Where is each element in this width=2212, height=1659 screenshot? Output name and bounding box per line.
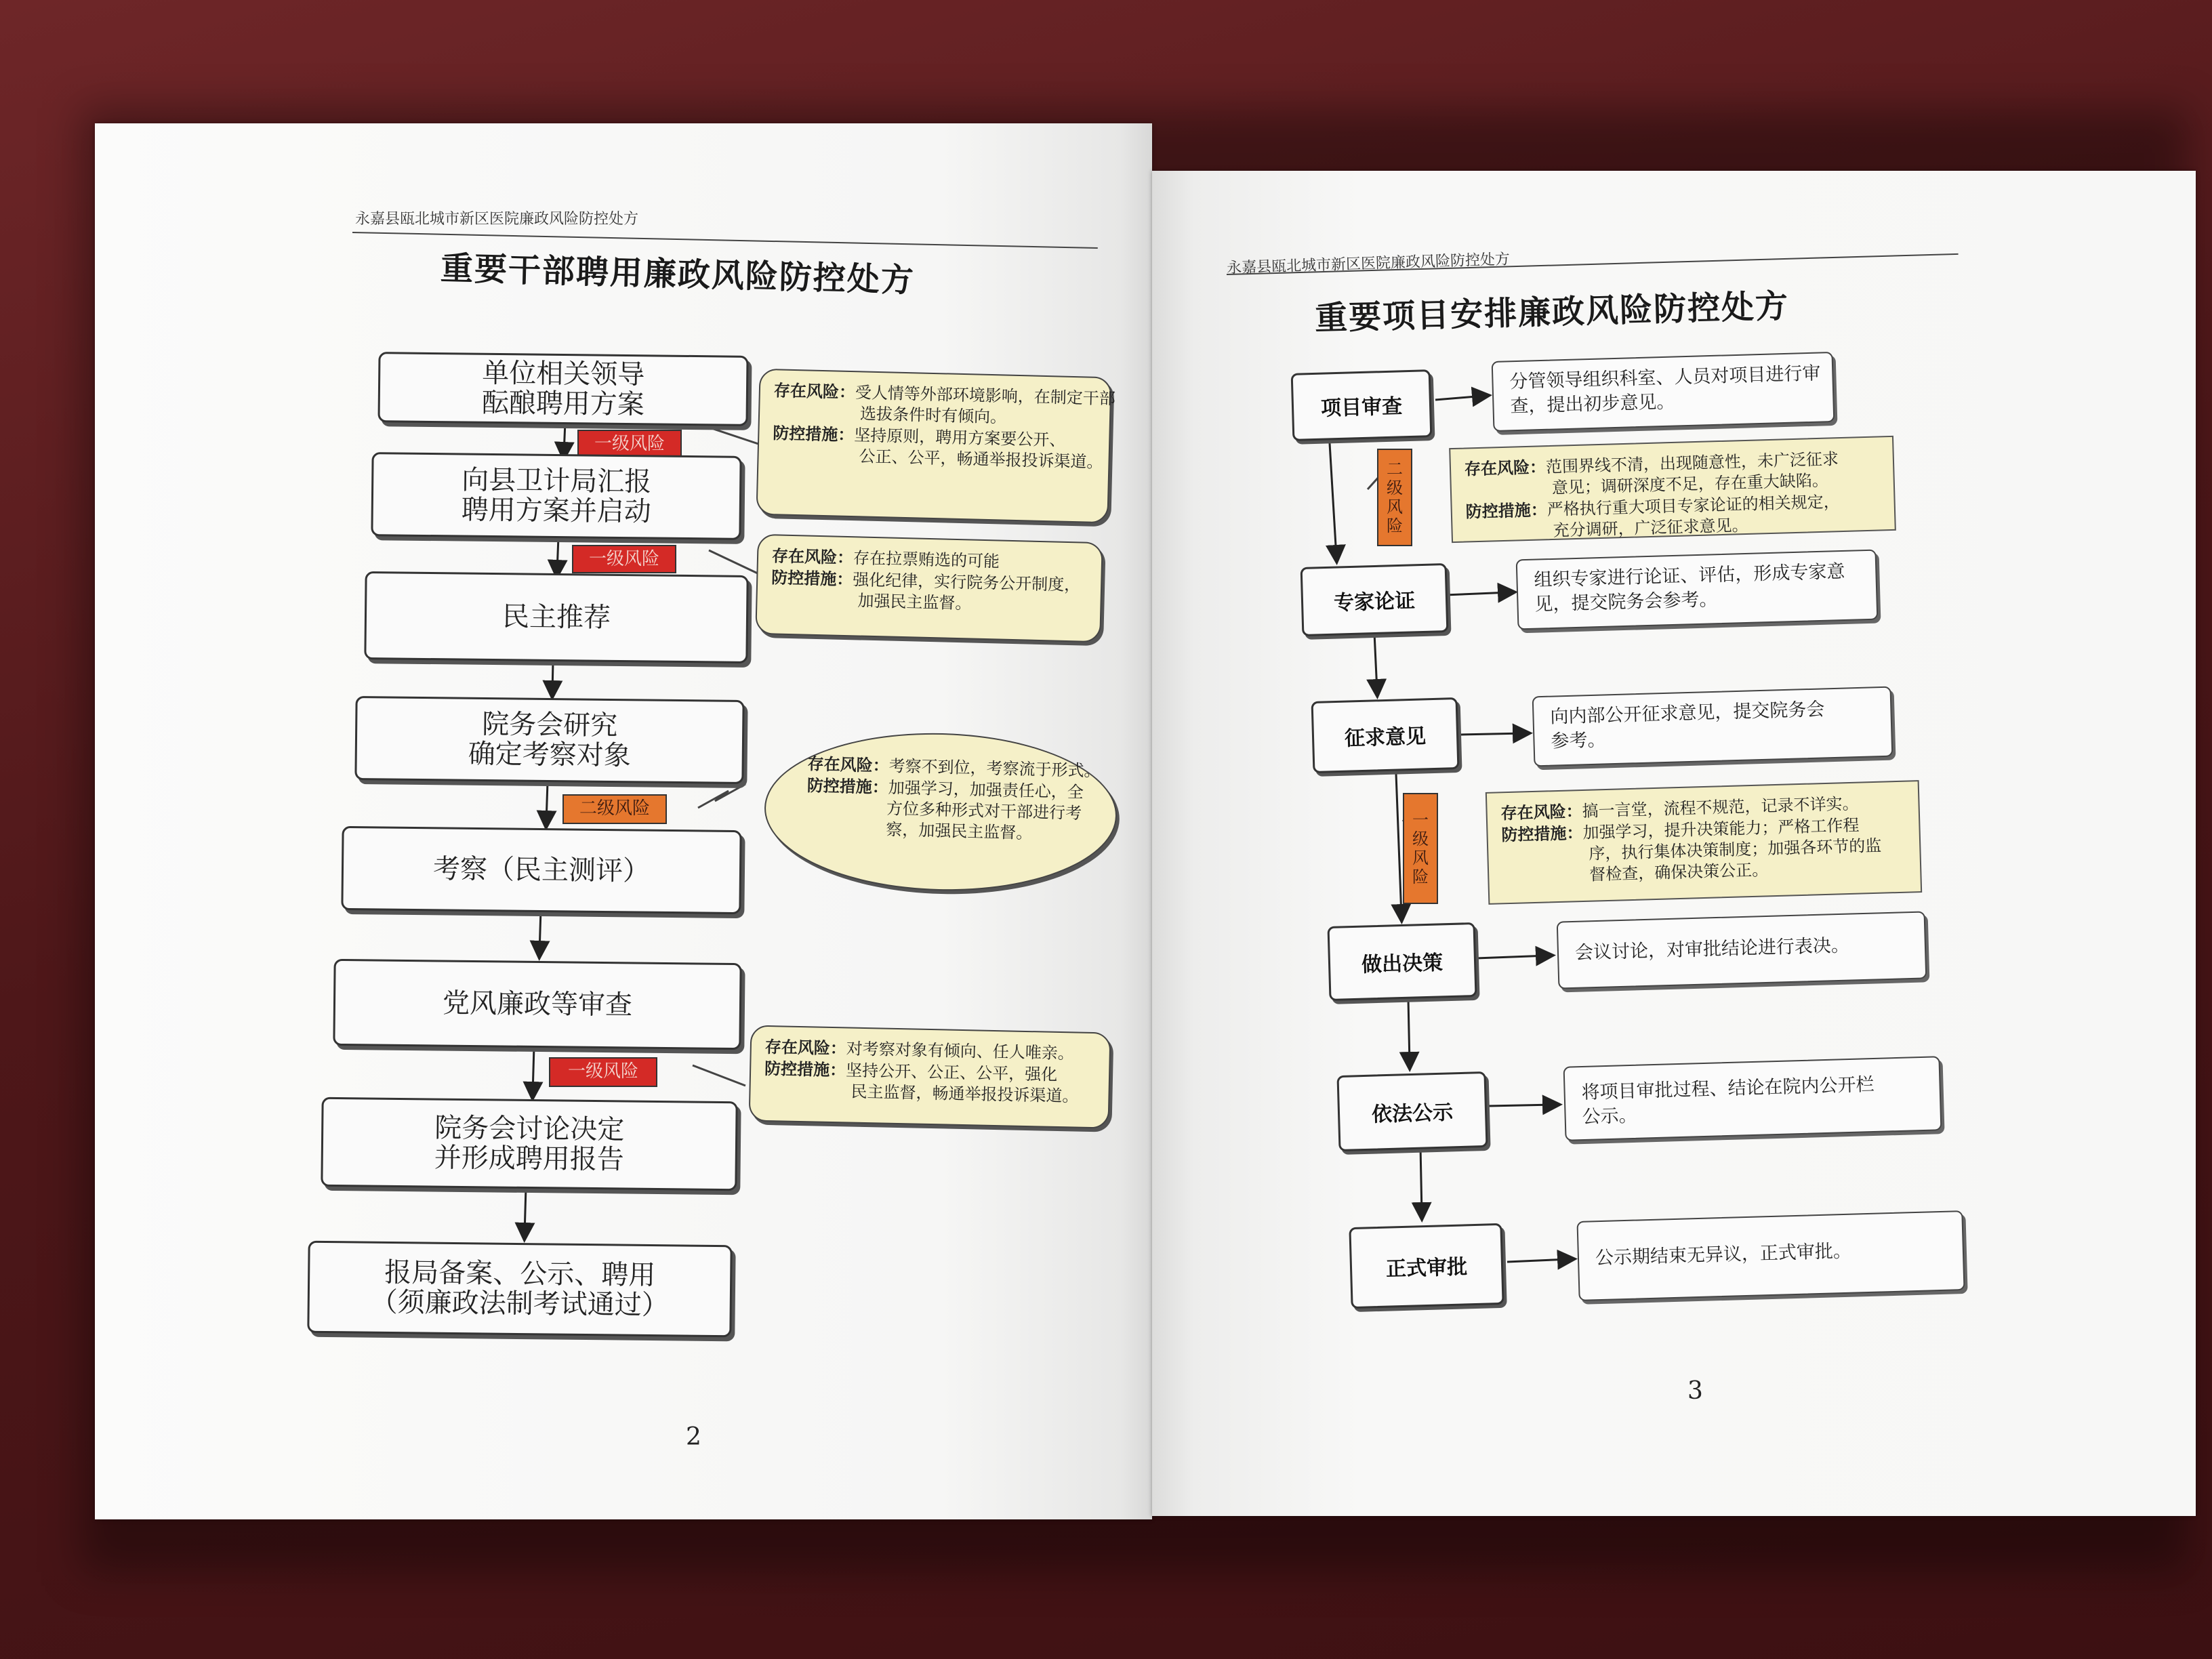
risk-label: 存在风险： [807,754,890,776]
desc-line: 参考。 [1551,729,1606,752]
risk-label: 存在风险： [771,546,854,568]
measure-text: 加强学习，提升决策能力；严格工作程 [1582,815,1860,842]
step-box-6 [333,959,741,1050]
measure-label: 防控措施： [773,423,855,445]
measure-text: 坚持公开、公正、公平，强化 [845,1061,1058,1084]
step-box-4 [354,696,744,784]
step-line: 并形成聘用报告 [434,1142,625,1176]
risk-text: 存在拉票贿选的可能 [853,548,1000,571]
risk-badge-vertical [1403,793,1438,904]
desc-line: 公示期结束无异议，正式审批。 [1595,1240,1852,1269]
step-desc [1516,550,1879,630]
badge-char: 二 [1387,459,1403,478]
measure-text: 督检查，确保决策公正。 [1589,860,1769,884]
badge-char: 险 [1412,867,1429,886]
step-box-final-approval: 正式审批 [1349,1223,1504,1309]
measure-label: 防控措施： [1501,822,1583,845]
step-line: 考察（民主测评） [432,853,651,887]
risk-badge: 一级风险 [572,545,676,573]
desc-line: 向内部公开征求意见，提交院务会 [1550,699,1825,728]
step-line: 党风廉政等审查 [442,987,633,1021]
badge-char: 风 [1387,497,1403,516]
step-line: 院务会讨论决定 [434,1112,625,1146]
risk-callout-6 [1486,780,1922,905]
page-number: 3 [1687,1377,1703,1405]
risk-text: 选拔条件时有倾向。 [859,404,1007,427]
step-line: 院务会研究 [481,708,618,742]
risk-callout-1 [756,369,1116,524]
badge-char: 险 [1387,516,1403,535]
step-box-8 [307,1241,732,1338]
desc-line: 公示。 [1582,1105,1638,1128]
left-page [95,123,1152,1519]
step-line: 民主推荐 [501,601,611,634]
risk-callout-5 [1449,436,1896,543]
badge-char: 风 [1412,848,1429,867]
risk-label: 存在风险： [773,380,856,403]
measure-label: 防控措施： [764,1058,846,1080]
risk-badge-vertical [1377,449,1412,546]
measure-text: 充分调研，广泛征求意见。 [1553,515,1748,540]
page-header: 永嘉县瓯北城市新区医院廉政风险防控处方 [355,211,639,228]
desc-line: 查，提出初步意见。 [1510,391,1675,417]
measure-text: 加强民主监督。 [857,591,972,613]
desc-line: 将项目审批过程、结论在院内公开栏 [1581,1073,1875,1104]
measure-text: 序，执行集体决策制度；加强各环节的监 [1589,836,1882,863]
step-desc [1563,1056,1942,1141]
step-line: 单位相关领导 [481,357,645,391]
step-box-7 [321,1097,737,1191]
step-desc [1557,911,1927,989]
risk-text: 范围界线不清，出现随意性，未广泛征求 [1545,449,1839,477]
step-box-expert-review: 专家论证 [1300,563,1449,636]
measure-label: 防控措施： [806,775,889,798]
step-box-2 [371,452,741,540]
step-box-make-decision: 做出决策 [1328,922,1477,1001]
desc-line: 分管领导组织科室、人员对项目进行审 [1509,363,1821,393]
page-title: 重要项目安排廉政风险防控处方 [1314,287,1790,338]
risk-label: 存在风险： [1464,457,1547,479]
step-line: 聘用方案并启动 [461,494,652,528]
badge-char: 级 [1412,830,1429,848]
risk-text: 搞一言堂，流程不规范，记录不详实。 [1582,794,1859,821]
risk-text: 考察不到位，考察流于形式。 [888,756,1101,781]
risk-badge: 二级风险 [562,794,667,824]
step-line: 报局备案、公示、聘用 [384,1256,656,1292]
badge-char: 级 [1387,478,1403,497]
measure-label: 防控措施： [771,567,853,590]
desc-line: 见，提交院务会参考。 [1534,589,1718,615]
desc-line: 会议讨论，对审批结论进行表决。 [1574,935,1850,964]
measure-text: 方位多种形式对干部进行考 [886,799,1082,823]
measure-text: 民主监督，畅通举报投诉渠道。 [851,1082,1079,1106]
measure-text: 加强学习，加强责任心，全 [888,778,1084,802]
risk-callout-2 [755,534,1103,642]
step-box-1 [377,352,748,426]
step-box-project-review: 项目审查 [1291,369,1433,441]
risk-text: 意见；调研深度不足，存在重大缺陷。 [1551,470,1829,497]
measure-text: 严格执行重大项目专家论证的相关规定， [1547,492,1840,520]
step-desc [1576,1210,1965,1301]
risk-text: 对考察对象有倾向、任人唯亲。 [846,1039,1075,1063]
step-line: 向县卫计局汇报 [461,464,652,498]
step-line: 酝酿聘用方案 [481,387,645,421]
risk-badge: 一级风险 [577,430,682,458]
measure-label: 防控措施： [1465,499,1548,522]
step-desc [1492,352,1835,432]
risk-callout-4 [749,1025,1111,1128]
page-number: 2 [686,1423,701,1451]
step-box-3 [364,571,748,663]
risk-label: 存在风险： [1500,800,1583,823]
badge-char: 一 [1412,811,1429,830]
measure-text: 察，加强民主监督。 [885,820,1033,843]
step-box-solicit-opinions: 征求意见 [1311,697,1460,773]
step-box-5 [341,826,741,914]
risk-text: 受人情等外部环境影响，在制定干部 [855,383,1116,409]
step-line: （须廉政法制考试通过） [370,1286,669,1322]
measure-text: 公正、公平，畅通举报投诉渠道。 [859,447,1103,472]
step-line: 确定考察对象 [468,738,632,772]
right-page [1152,171,2196,1516]
desc-line: 组织专家进行论证、评估，形成专家意 [1534,560,1845,591]
risk-label: 存在风险： [764,1036,847,1059]
measure-text: 强化纪律，实行院务公开制度， [852,570,1081,595]
page-header: 永嘉县瓯北城市新区医院廉政风险防控处方 [1226,251,1511,277]
risk-badge: 一级风险 [549,1057,657,1087]
page-title: 重要干部聘用廉政风险防控处方 [440,249,916,300]
step-box-public-notice: 依法公示 [1336,1071,1488,1151]
measure-text: 坚持原则，聘用方案要公开、 [854,426,1066,450]
step-desc [1532,687,1893,767]
